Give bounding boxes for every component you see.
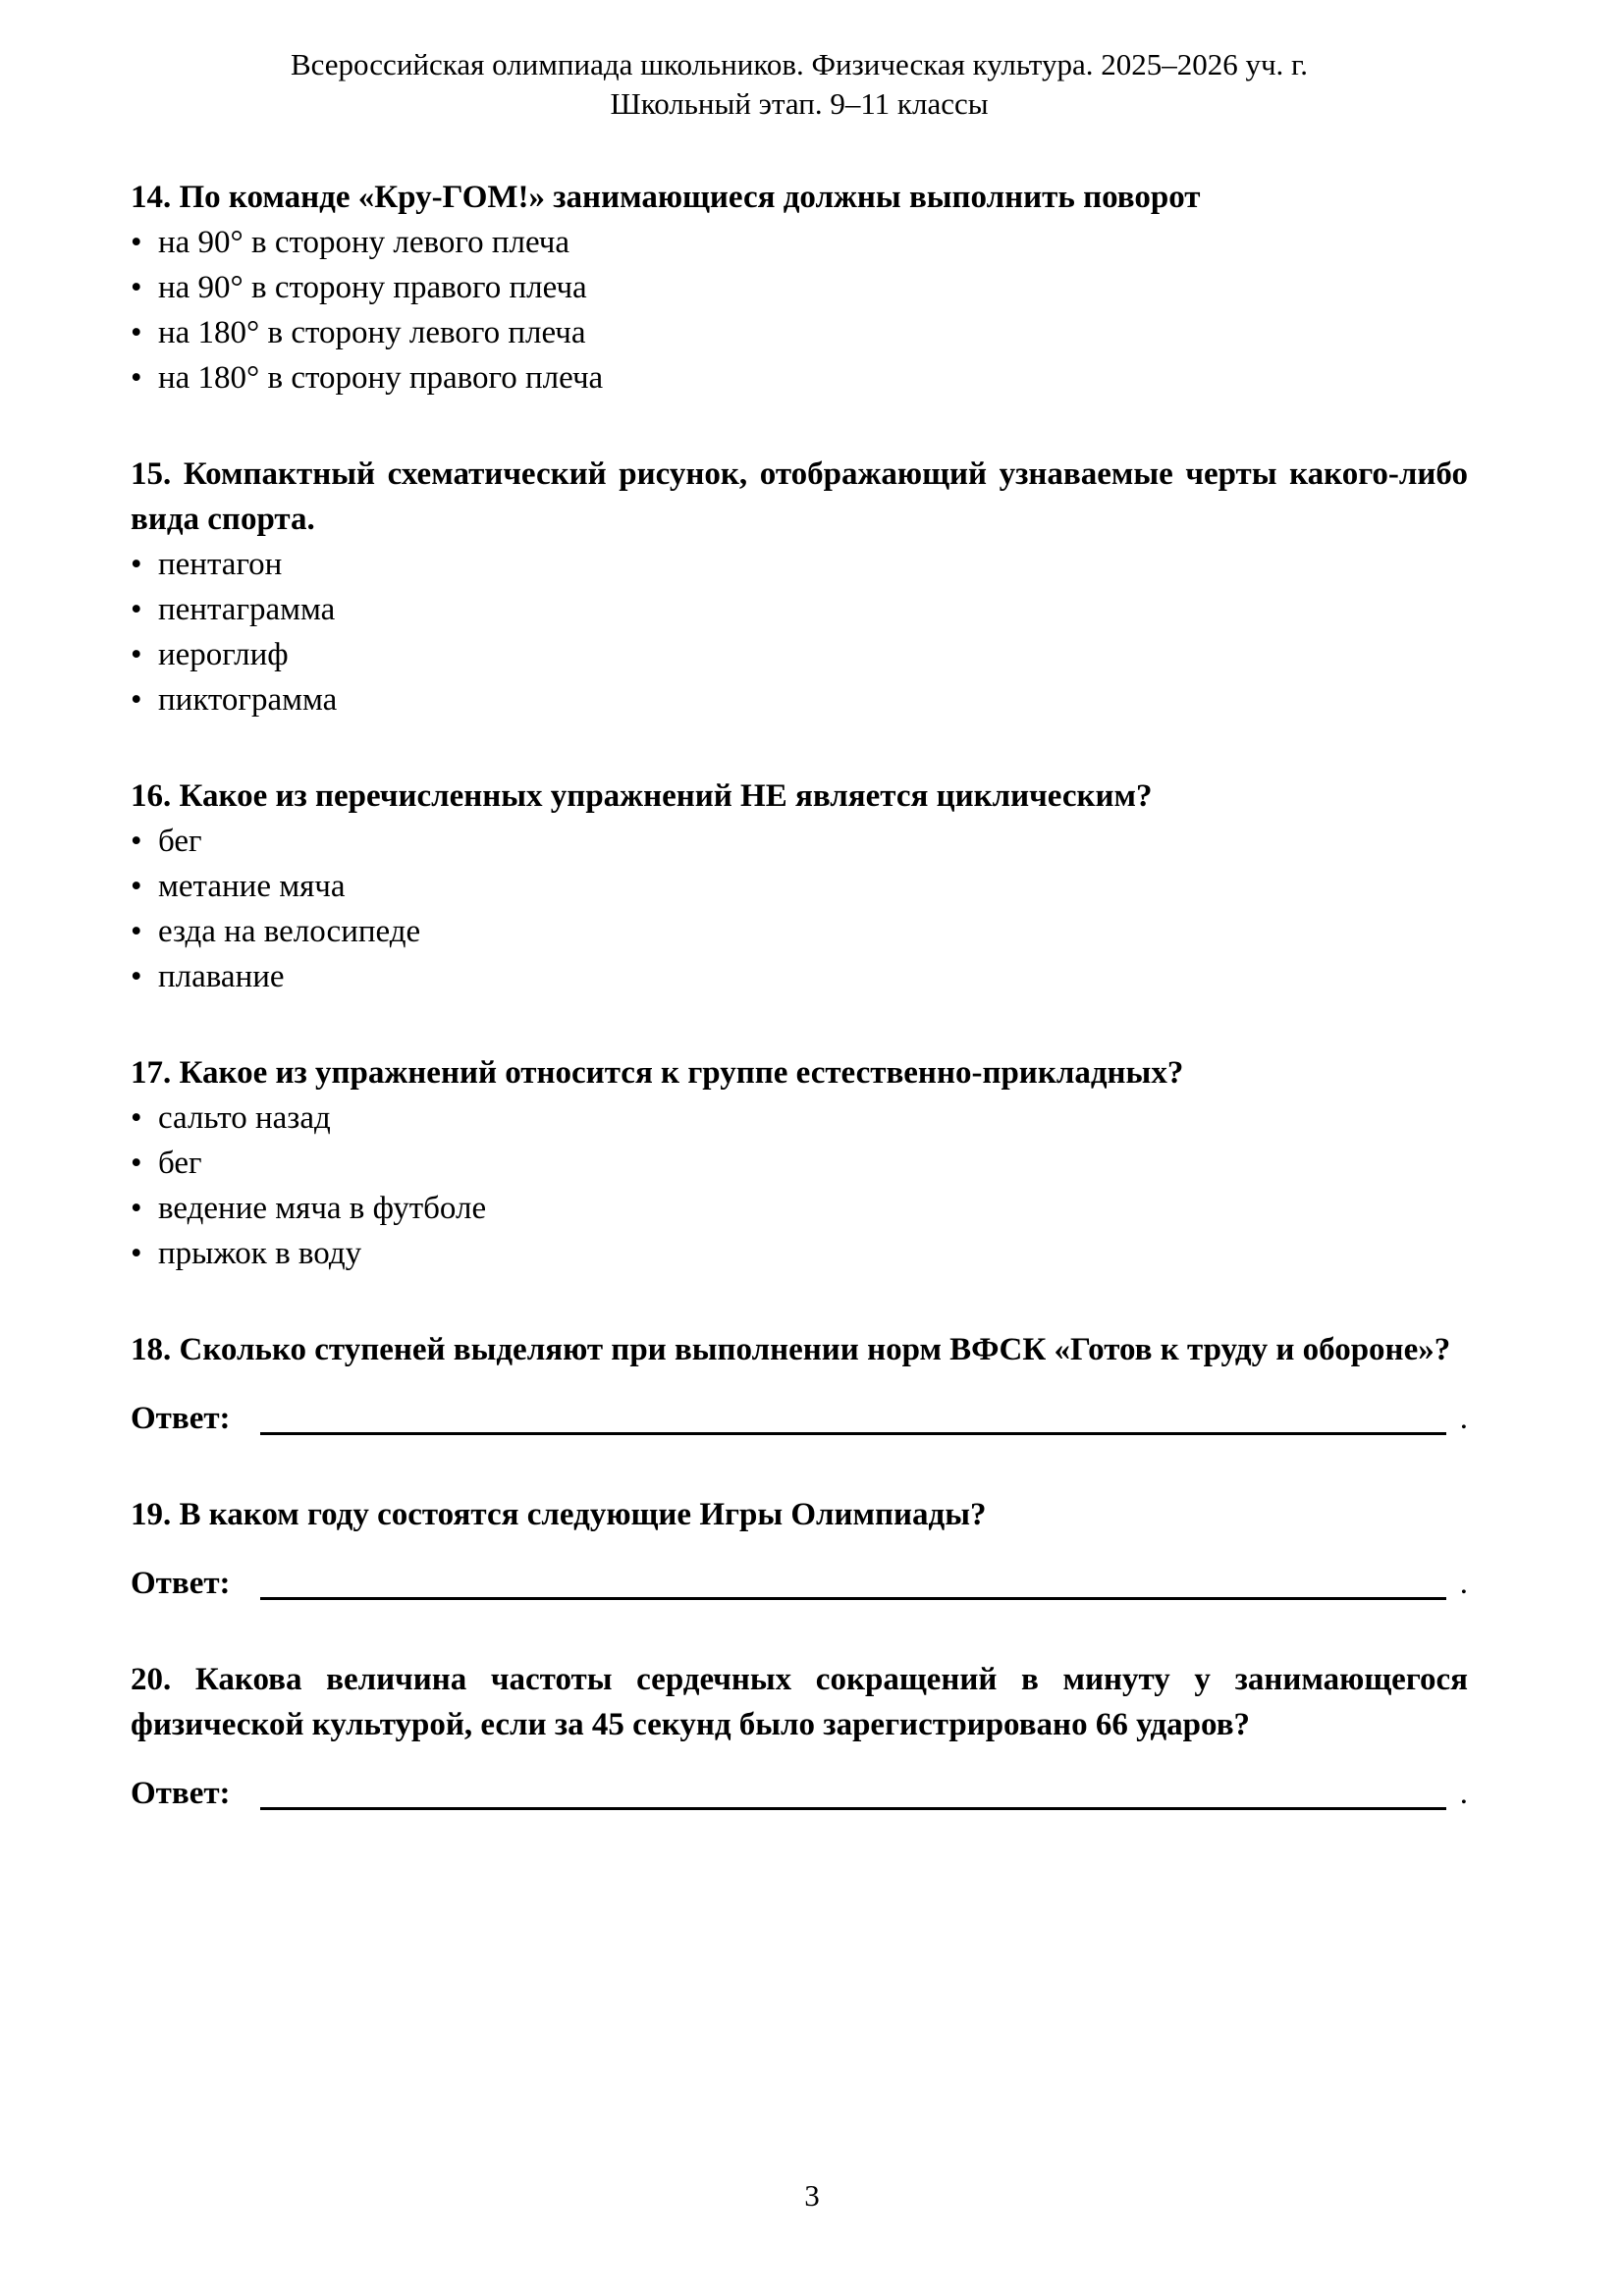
- question-number: 16.: [131, 778, 172, 814]
- option-label: на 90° в сторону правого плеча: [158, 270, 587, 305]
- option-label: езда на велосипеде: [158, 914, 421, 949]
- option-label: пиктограмма: [158, 682, 338, 718]
- question-number: 19.: [131, 1497, 172, 1532]
- answer-blank-line[interactable]: [260, 1431, 1446, 1435]
- question-text: Какое из упражнений относится к группе естественно-прикладных?: [179, 1055, 1184, 1091]
- question-heading: [131, 1657, 1468, 1747]
- answer-period: .: [1459, 1776, 1468, 1811]
- bullet-icon: •: [131, 637, 142, 672]
- option-item: [131, 909, 1468, 954]
- bullet-icon: •: [131, 869, 142, 904]
- option-label: ведение мяча в футболе: [158, 1191, 487, 1226]
- bullet-icon: •: [131, 682, 142, 718]
- question-number: 17.: [131, 1055, 172, 1091]
- answer-row: [131, 1771, 1468, 1816]
- answer-blank-line[interactable]: [260, 1596, 1446, 1600]
- option-list: [131, 220, 1468, 400]
- question-text: Компактный схематический рисунок, отображающий узнаваемые черты какого-либо вида спорта.: [131, 456, 1468, 537]
- bullet-icon: •: [131, 1146, 142, 1181]
- document-header: [131, 45, 1468, 124]
- bullet-icon: •: [131, 547, 142, 582]
- option-label: прыжок в воду: [158, 1236, 362, 1271]
- option-item: [131, 1231, 1468, 1276]
- option-item: [131, 864, 1468, 909]
- question-heading: [131, 1327, 1468, 1372]
- option-item: [131, 1095, 1468, 1141]
- question-text: Какое из перечисленных упражнений НЕ является циклическим?: [179, 778, 1153, 814]
- question-number: 18.: [131, 1332, 172, 1367]
- option-item: [131, 220, 1468, 265]
- option-item: [131, 677, 1468, 722]
- answer-period: .: [1459, 1401, 1468, 1436]
- bullet-icon: •: [131, 959, 142, 994]
- header-stage-line: Школьный этап. 9–11 классы: [610, 86, 989, 121]
- option-label: на 180° в сторону правого плеча: [158, 360, 604, 396]
- question-heading: [131, 1050, 1468, 1095]
- bullet-icon: •: [131, 1236, 142, 1271]
- question-number: 20.: [131, 1662, 172, 1697]
- question-text: По команде «Кру-ГОМ!» занимающиеся должны выполнить поворот: [179, 180, 1201, 215]
- option-item: [131, 355, 1468, 400]
- option-item: [131, 819, 1468, 864]
- page-number: 3: [804, 2178, 820, 2213]
- option-list: [131, 1095, 1468, 1276]
- option-label: на 90° в сторону левого плеча: [158, 225, 570, 260]
- option-label: бег: [158, 824, 202, 859]
- option-label: метание мяча: [158, 869, 346, 904]
- footer: [0, 2178, 1624, 2214]
- answer-blank-line[interactable]: [260, 1806, 1446, 1810]
- question-17: [131, 1050, 1468, 1276]
- option-item: [131, 954, 1468, 999]
- option-item: [131, 1141, 1468, 1186]
- option-item: [131, 587, 1468, 632]
- question-text: Сколько ступеней выделяют при выполнении норм ВФСК «Готов к труду и обороне»?: [179, 1332, 1451, 1367]
- bullet-icon: •: [131, 270, 142, 305]
- option-label: иероглиф: [158, 637, 289, 672]
- option-item: [131, 542, 1468, 587]
- option-label: пентагон: [158, 547, 283, 582]
- question-text: Какова величина частоты сердечных сокращений в минуту у занимающегося физической культурой, если за 45 секунд было зарегистрировано 66 ударов?: [131, 1662, 1468, 1742]
- answer-row: [131, 1396, 1468, 1441]
- question-14: [131, 175, 1468, 400]
- answer-label: Ответ:: [131, 1566, 231, 1601]
- bullet-icon: •: [131, 824, 142, 859]
- answer-label: Ответ:: [131, 1401, 231, 1436]
- option-label: плавание: [158, 959, 285, 994]
- question-16: [131, 774, 1468, 999]
- option-item: [131, 1186, 1468, 1231]
- option-list: [131, 542, 1468, 722]
- question-text: В каком году состоятся следующие Игры Олимпиады?: [179, 1497, 987, 1532]
- option-item: [131, 632, 1468, 677]
- bullet-icon: •: [131, 1100, 142, 1136]
- question-heading: [131, 774, 1468, 819]
- question-heading: [131, 452, 1468, 542]
- question-15: [131, 452, 1468, 722]
- answer-period: .: [1459, 1566, 1468, 1601]
- answer-label: Ответ:: [131, 1776, 231, 1811]
- option-label: бег: [158, 1146, 202, 1181]
- question-number: 15.: [131, 456, 172, 492]
- option-item: [131, 265, 1468, 310]
- bullet-icon: •: [131, 225, 142, 260]
- bullet-icon: •: [131, 315, 142, 350]
- option-list: [131, 819, 1468, 999]
- question-heading: [131, 1492, 1468, 1537]
- question-20: [131, 1657, 1468, 1816]
- question-18: [131, 1327, 1468, 1441]
- option-label: пентаграмма: [158, 592, 336, 627]
- question-heading: [131, 175, 1468, 220]
- bullet-icon: •: [131, 914, 142, 949]
- option-label: сальто назад: [158, 1100, 331, 1136]
- question-number: 14.: [131, 180, 172, 215]
- bullet-icon: •: [131, 360, 142, 396]
- question-19: [131, 1492, 1468, 1606]
- option-label: на 180° в сторону левого плеча: [158, 315, 586, 350]
- option-item: [131, 310, 1468, 355]
- header-title-line: Всероссийская олимпиада школьников. Физическая культура. 2025–2026 уч. г.: [290, 47, 1309, 81]
- bullet-icon: •: [131, 592, 142, 627]
- bullet-icon: •: [131, 1191, 142, 1226]
- answer-row: [131, 1561, 1468, 1606]
